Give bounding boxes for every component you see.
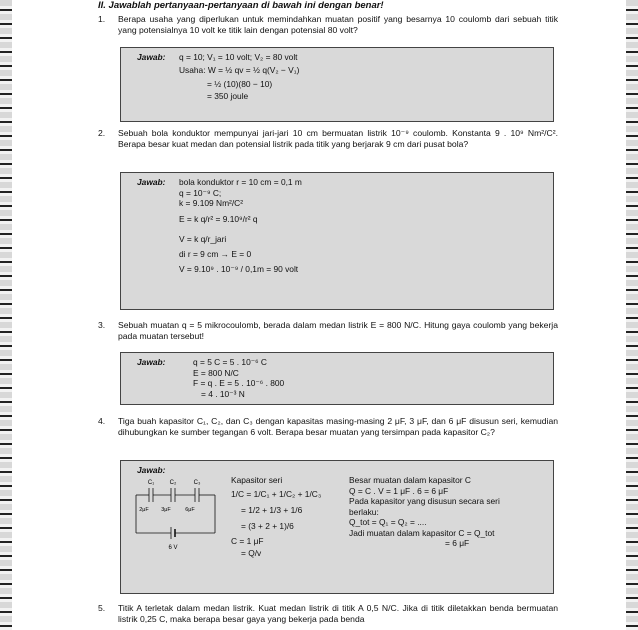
answer-line: E = 800 N/C xyxy=(193,367,239,378)
worksheet xyxy=(98,0,558,624)
answer-line: = 1/2 + 1/3 + 1/6 xyxy=(241,504,303,515)
answer-line: 1/C = 1/C₁ + 1/C₂ + 1/C₃ xyxy=(231,488,322,499)
answer-line: V = k q/r_jari xyxy=(179,233,227,244)
jawab-label: Jawab: xyxy=(137,177,166,187)
answer-line: bola konduktor r = 10 cm = 0,1 m xyxy=(179,177,302,187)
answer-line: k = 9.109 Nm²/C² xyxy=(179,198,243,208)
answer-line: q = 10⁻⁹ C; xyxy=(179,187,222,198)
answer-box-3 xyxy=(120,352,554,405)
question-text: Sebuah bola konduktor mempunyai jari-jari 10 cm bermuatan listrik 10⁻⁹ coulomb. Konstanta 9 . 10⁹ Nm²/C². Berapa besar kuat medan dan potensial listrik pada titik yang berjarak 9 cm dari pusat bola? xyxy=(118,128,558,149)
answer-line: Besar muatan dalam kapasitor C xyxy=(349,475,471,485)
answer-line: Jadi muatan dalam kapasitor C = Q_tot xyxy=(349,527,495,538)
answer-line: = ½ (10)(80 − 10) xyxy=(207,78,273,89)
answer-line: = 4 . 10⁻³ N xyxy=(201,388,245,399)
answer-line: = (3 + 2 + 1)/6 xyxy=(241,520,294,531)
question-number: 3. xyxy=(98,320,106,330)
question-text: Berapa usaha yang diperlukan untuk memindahkan muatan positif yang besarnya 10 coulomb dari sebuah titik yang potensialnya 10 volt ke titik lain dengan potensial 80 volt? xyxy=(118,14,558,35)
answer-line: Usaha: W = ½ qv = ½ q(V₂ − V₁) xyxy=(179,64,300,75)
section-title: II. Jawablah pertanyaan-pertanyaan di bawah ini dengan benar! xyxy=(98,0,384,11)
c3-label: C₃ xyxy=(193,480,201,486)
jawab-label: Jawab: xyxy=(137,465,166,475)
c1-value: 2μF xyxy=(139,507,149,513)
c2-value: 3μF xyxy=(161,507,171,513)
answer-box-1 xyxy=(120,47,554,122)
question-number: 5. xyxy=(98,603,106,613)
answer-line: q = 10; V₁ = 10 volt; V₂ = 80 volt xyxy=(179,52,298,62)
answer-line: = 6 μF xyxy=(445,538,470,548)
answer-line: V = 9.10⁹ . 10⁻⁹ / 0,1m = 90 volt xyxy=(179,264,299,274)
answer-line: C = 1 μF xyxy=(231,535,264,546)
answer-box-4 xyxy=(120,460,554,594)
source-voltage: 6 V xyxy=(168,545,178,551)
answer-line: Kapasitor seri xyxy=(231,475,283,485)
answer-line: Q = C . V = 1 μF . 6 = 6 μF xyxy=(349,485,449,496)
answer-line: Pada kapasitor yang disusun secara seri xyxy=(349,496,500,506)
answer-line: F = q . E = 5 . 10⁻⁶ . 800 xyxy=(193,378,285,388)
question-text: Titik A terletak dalam medan listrik. Kuat medan listrik di titik A 0,5 N/C. Jika di titik diletakkan benda bermuatan listrik 0,25 C, maka berapa besar gaya yang bekerja pada benda xyxy=(118,603,558,624)
answer-line: berlaku: xyxy=(349,506,379,517)
c2-label: C₂ xyxy=(169,480,177,486)
answer-line: q = 5 C = 5 . 10⁻⁶ C xyxy=(193,357,267,367)
answer-line: = 350 joule xyxy=(207,90,249,101)
decorative-border-right xyxy=(626,0,638,630)
question-number: 4. xyxy=(98,416,106,426)
c1-label: C₁ xyxy=(147,480,155,486)
question-text: Sebuah muatan q = 5 mikrocoulomb, berada dalam medan listrik E = 800 N/C. Hitung gaya coulomb yang bekerja pada muatan tersebut! xyxy=(118,320,558,341)
answer-box-2 xyxy=(120,172,554,310)
jawab-label: Jawab: xyxy=(137,357,166,367)
question-number: 1. xyxy=(98,14,106,24)
c3-value: 6μF xyxy=(185,507,195,513)
answer-line: Q_tot = Q₁ = Q₂ = .... xyxy=(349,517,427,527)
answer-line: E = k q/r² = 9.10⁹/r² q xyxy=(179,213,258,224)
question-number: 2. xyxy=(98,128,106,138)
capacitor-circuit-diagram xyxy=(131,475,221,555)
question-text: Tiga buah kapasitor C₁, C₂, dan C₃ dengan kapasitas masing-masing 2 μF, 3 μF, dan 6 μF disusun seri, kemudian dihubungkan ke sumber tegangan 6 volt. Berapa besar muatan yang tersimpan pada kapasitor C₂? xyxy=(118,416,558,437)
answer-line: = Q/v xyxy=(241,547,262,558)
decorative-border-left xyxy=(0,0,12,630)
jawab-label: Jawab: xyxy=(137,52,166,62)
answer-line: di r = 9 cm → E = 0 xyxy=(179,248,252,259)
